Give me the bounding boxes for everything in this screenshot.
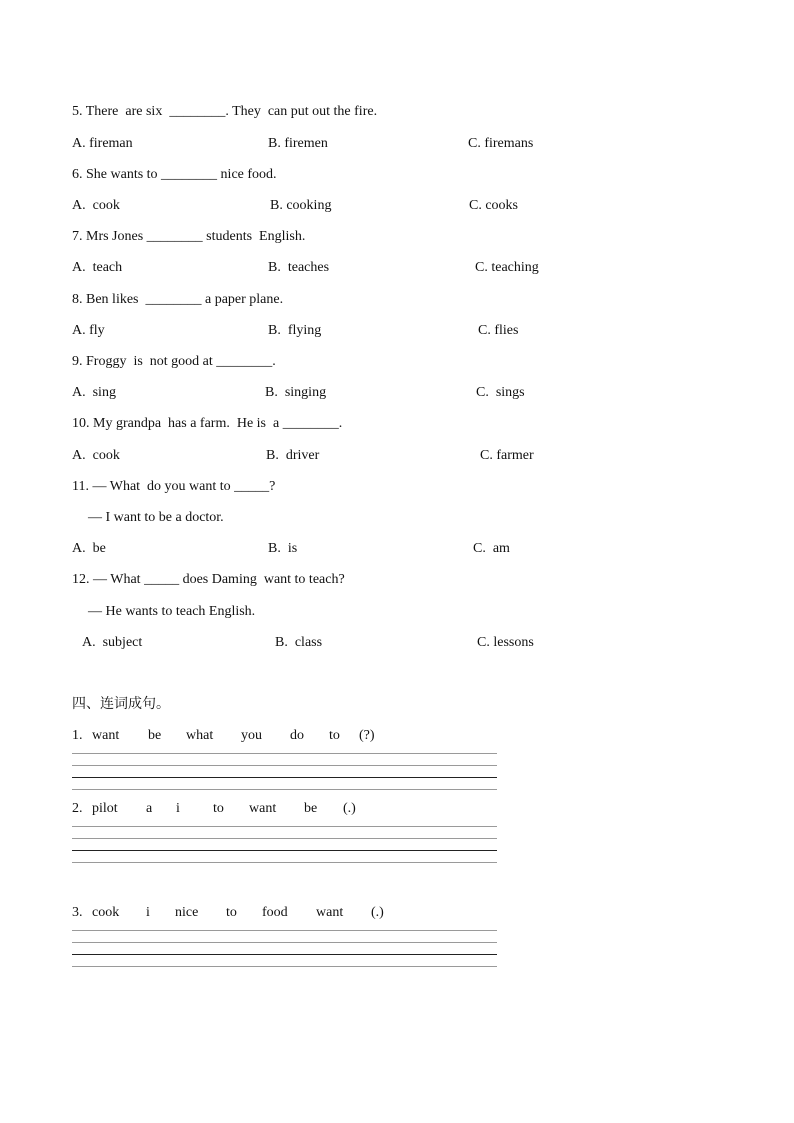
question-9-option-b: B. singing xyxy=(265,385,327,400)
writing-line xyxy=(72,838,497,839)
question-7-option-c: C. teaching xyxy=(475,260,539,275)
question-9-option-c: C. sings xyxy=(476,385,525,400)
writing-line xyxy=(72,942,497,943)
reorder-word: (?) xyxy=(359,728,375,743)
reorder-word: (.) xyxy=(371,905,384,920)
reorder-word: what xyxy=(186,728,214,743)
reorder-word: i xyxy=(146,905,150,920)
writing-line xyxy=(72,765,497,766)
reorder-word: be xyxy=(304,801,318,816)
reorder-word: to xyxy=(226,905,237,920)
reorder-word: food xyxy=(262,905,288,920)
reorder-word: do xyxy=(290,728,304,743)
writing-line xyxy=(72,930,497,931)
question-9-option-a: A. sing xyxy=(72,385,116,400)
question-10-stem: 10. My grandpa has a farm. He is a ________. xyxy=(72,416,343,431)
question-12-stem: 12. — What _____ does Daming want to teach? xyxy=(72,572,345,587)
reorder-word: pilot xyxy=(92,801,118,816)
question-11-option-c: C. am xyxy=(473,541,510,556)
reorder-word: be xyxy=(148,728,162,743)
reorder-word: cook xyxy=(92,905,120,920)
question-12-option-a: A. subject xyxy=(82,635,143,650)
writing-line xyxy=(72,777,497,778)
reorder-word: want xyxy=(316,905,344,920)
question-11-dialogue: — I want to be a doctor. xyxy=(88,510,224,525)
question-8-stem: 8. Ben likes ________ a paper plane. xyxy=(72,292,284,307)
reorder-word: want xyxy=(249,801,277,816)
question-6-option-b: B. cooking xyxy=(270,198,332,213)
section-4-title: 四、连词成句。 xyxy=(72,696,170,712)
reorder-word: to xyxy=(213,801,224,816)
question-5-option-a: A. fireman xyxy=(72,136,133,151)
question-7-option-a: A. teach xyxy=(72,260,123,275)
writing-line xyxy=(72,850,497,851)
question-12-option-b: B. class xyxy=(275,635,323,650)
question-12-option-c: C. lessons xyxy=(477,635,534,650)
reorder-word: you xyxy=(241,728,262,743)
question-11-option-b: B. is xyxy=(268,541,298,556)
reorder-item-number: 3. xyxy=(72,905,83,920)
question-10-option-c: C. farmer xyxy=(480,448,534,463)
question-7-stem: 7. Mrs Jones ________ students English. xyxy=(72,229,306,244)
question-12-dialogue: — He wants to teach English. xyxy=(88,604,256,619)
writing-lines-2[interactable] xyxy=(72,826,497,866)
question-6-stem: 6. She wants to ________ nice food. xyxy=(72,167,277,182)
question-8-option-b: B. flying xyxy=(268,323,322,338)
reorder-word: (.) xyxy=(343,801,356,816)
question-10-option-b: B. driver xyxy=(266,448,320,463)
reorder-word: nice xyxy=(175,905,199,920)
writing-line xyxy=(72,954,497,955)
reorder-word: i xyxy=(176,801,180,816)
question-6-option-c: C. cooks xyxy=(469,198,518,213)
writing-line xyxy=(72,966,497,967)
question-9-stem: 9. Froggy is not good at ________. xyxy=(72,354,276,369)
question-11-stem: 11. — What do you want to _____? xyxy=(72,479,276,494)
question-10-option-a: A. cook xyxy=(72,448,120,463)
question-5-option-c: C. firemans xyxy=(468,136,534,151)
writing-lines-3[interactable] xyxy=(72,930,497,970)
writing-line xyxy=(72,753,497,754)
question-8-option-c: C. flies xyxy=(478,323,519,338)
reorder-word: to xyxy=(329,728,340,743)
reorder-item-number: 2. xyxy=(72,801,83,816)
writing-line xyxy=(72,826,497,827)
question-8-option-a: A. fly xyxy=(72,323,105,338)
reorder-item-number: 1. xyxy=(72,728,83,743)
question-5-option-b: B. firemen xyxy=(268,136,328,151)
writing-line xyxy=(72,862,497,863)
question-5-stem: 5. There are six ________. They can put out the fire. xyxy=(72,104,378,119)
question-6-option-a: A. cook xyxy=(72,198,120,213)
reorder-word: want xyxy=(92,728,120,743)
question-11-option-a: A. be xyxy=(72,541,106,556)
writing-lines-1[interactable] xyxy=(72,753,497,793)
question-7-option-b: B. teaches xyxy=(268,260,330,275)
writing-line xyxy=(72,789,497,790)
reorder-word: a xyxy=(146,801,153,816)
